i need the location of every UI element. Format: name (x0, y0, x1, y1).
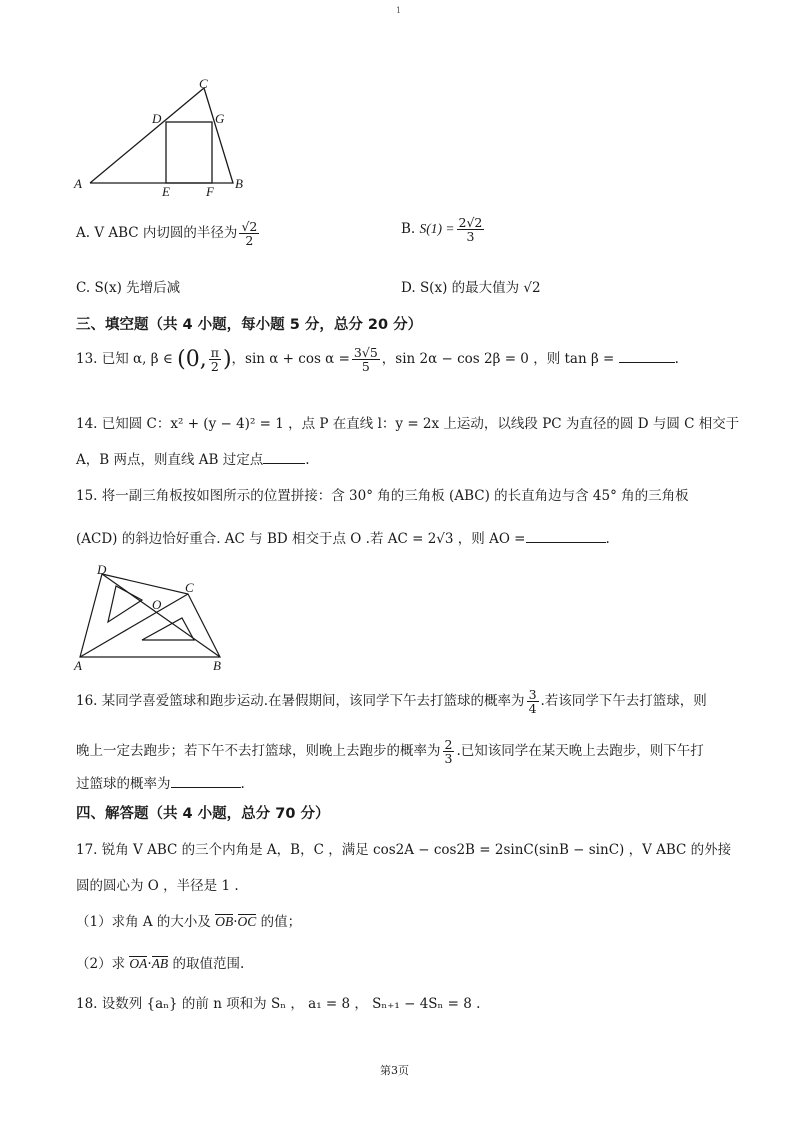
q16-answer-blank[interactable] (171, 773, 241, 788)
q12-option-c (76, 276, 180, 296)
q13-text: ，sin α + cos α = (231, 351, 350, 368)
question-17-line1: 17. 锐角 V ABC 的三个内角是 A，B，C ，满足 cos2A − cos2B = 2sinC(sinB − sinC) ，V ABC 的外接 (76, 842, 732, 858)
question-14-line2 (76, 448, 310, 468)
frac-den: 4 (528, 701, 537, 717)
q12-option-a (76, 220, 261, 247)
label-O: O (152, 597, 162, 612)
q14-text: A，B 两点，则直线 AB 过定点 (76, 452, 264, 468)
vector-oc: OC (237, 914, 257, 929)
header-mark: 1 (396, 6, 402, 15)
vector-oa: OA (129, 956, 148, 971)
q16-fraction-1 (527, 688, 539, 715)
frac-den: 3 (466, 229, 475, 245)
rectangle-defg (166, 122, 212, 183)
dot-operator: · (233, 914, 238, 930)
option-text: S(x) 先增后减 (94, 280, 181, 296)
label-A: A (74, 176, 82, 191)
q15-text: (ACD) 的斜边恰好重合. AC 与 BD 相交于点 O .若 AC = 2√3 ，则 AO = (76, 531, 526, 547)
question-15-line1: 15. 将一副三角板按如图所示的位置拼接：含 30° 角的三角板 (ABC) 的长直角边与含 45° 角的三角板 (76, 488, 689, 504)
dot-operator: · (147, 956, 152, 972)
label-B: B (235, 176, 243, 191)
line-bd (102, 574, 220, 657)
frac-num: 2 (444, 737, 453, 752)
frac-den: 2 (210, 359, 219, 375)
question-18-line1: 18. 设数列 {aₙ} 的前 n 项和为 Sₙ ， a₁ = 8 ， Sₙ₊₁ − 4Sₙ = 8 . (76, 996, 481, 1012)
option-text: V ABC 内切圆的半径为 (94, 225, 238, 242)
frac-den: 3 (444, 751, 453, 767)
label-G: G (215, 111, 225, 126)
line-ac (80, 594, 188, 657)
q16-text: 过篮球的概率为 (76, 776, 171, 792)
q13-text: 13. 已知 α, β ∈ (76, 351, 178, 368)
fraction (457, 216, 485, 243)
label-A: A (74, 658, 82, 673)
figure-triangle-rectangle (70, 72, 260, 202)
q17-text: （2）求 (76, 956, 126, 972)
inner-triangle-2 (142, 618, 194, 640)
section-3-title: 三、填空题（共 4 小题，每小题 5 分，总分 20 分） (76, 317, 423, 333)
inner-triangle-1 (108, 586, 142, 622)
frac-den: 5 (361, 359, 370, 375)
question-17-sub2 (76, 952, 244, 972)
option-letter: A. (76, 225, 91, 242)
q12-option-d (401, 276, 541, 296)
question-17-sub1 (76, 910, 301, 930)
q13-interval-left: (0, (177, 347, 207, 373)
page-footer: 第3页 (380, 1064, 409, 1077)
question-16-line1 (76, 688, 707, 715)
frac-num: 2√2 (458, 215, 483, 230)
frac-num: 3√5 (353, 345, 378, 360)
option-text: S(x) 的最大值为 √2 (419, 280, 541, 296)
q13-pi-fraction (209, 346, 221, 373)
vector-ab: AB (151, 956, 169, 971)
q16-text: 16. 某同学喜爱篮球和跑步运动.在暑假期间，该同学下午去打篮球的概率为 (76, 693, 525, 710)
question-13 (76, 346, 679, 373)
q13-fraction (352, 346, 380, 373)
option-letter: C. (76, 280, 91, 296)
q14-answer-blank[interactable] (263, 449, 305, 464)
label-F: F (206, 184, 214, 199)
option-text: S(1) = (419, 221, 455, 237)
q13-text: ，sin 2α − cos 2β = 0 ，则 tan β = (381, 351, 615, 368)
q15-answer-blank[interactable] (526, 528, 606, 543)
frac-num: 3 (528, 687, 537, 702)
frac-num: √2 (241, 219, 258, 234)
q17-text: （1）求角 A 的大小及 (76, 914, 211, 930)
q15-end: . (605, 531, 610, 547)
label-C: C (199, 76, 208, 91)
label-E: E (162, 184, 170, 199)
frac-den: 2 (245, 233, 254, 249)
q16-fraction-2 (443, 738, 455, 765)
q16-text: 晚上一定去跑步；若下午不去打篮球，则晚上去跑步的概率为 (76, 743, 441, 760)
q16-text: .已知该同学在某天晚上去跑步，则下午打 (456, 743, 704, 760)
label-D: D (152, 111, 162, 126)
q13-interval-right: ) (222, 347, 232, 373)
label-C: C (185, 580, 194, 595)
option-letter: D. (401, 280, 416, 296)
question-14-line1: 14. 已知圆 C：x² + (y − 4)² = 1 ，点 P 在直线 l：y = 2x 上运动，以线段 PC 为直径的圆 D 与圆 C 相交于 (76, 416, 740, 432)
frac-num: π (210, 345, 219, 360)
q17-text: 的值； (260, 914, 302, 930)
question-17-line2: 圆的圆心为 O ，半径是 1 . (76, 878, 239, 894)
question-15-line2 (76, 527, 610, 547)
q16-end: . (240, 776, 245, 792)
option-letter: B. (401, 221, 416, 238)
label-D: D (97, 562, 107, 577)
q16-text: .若该同学下午去打篮球，则 (540, 693, 707, 710)
q13-end: . (674, 351, 679, 368)
fraction (239, 220, 259, 247)
q14-end: . (305, 452, 310, 468)
q13-answer-blank[interactable] (619, 348, 675, 363)
q12-option-b (401, 216, 486, 243)
section-4-title: 四、解答题（共 4 小题，总分 70 分） (76, 806, 330, 822)
question-16-line3 (76, 772, 245, 792)
q17-text: 的取值范围. (172, 956, 245, 972)
figure-set-squares (70, 560, 240, 675)
label-B: B (213, 658, 221, 673)
question-16-line2 (76, 738, 704, 765)
vector-ob: OB (215, 914, 234, 929)
